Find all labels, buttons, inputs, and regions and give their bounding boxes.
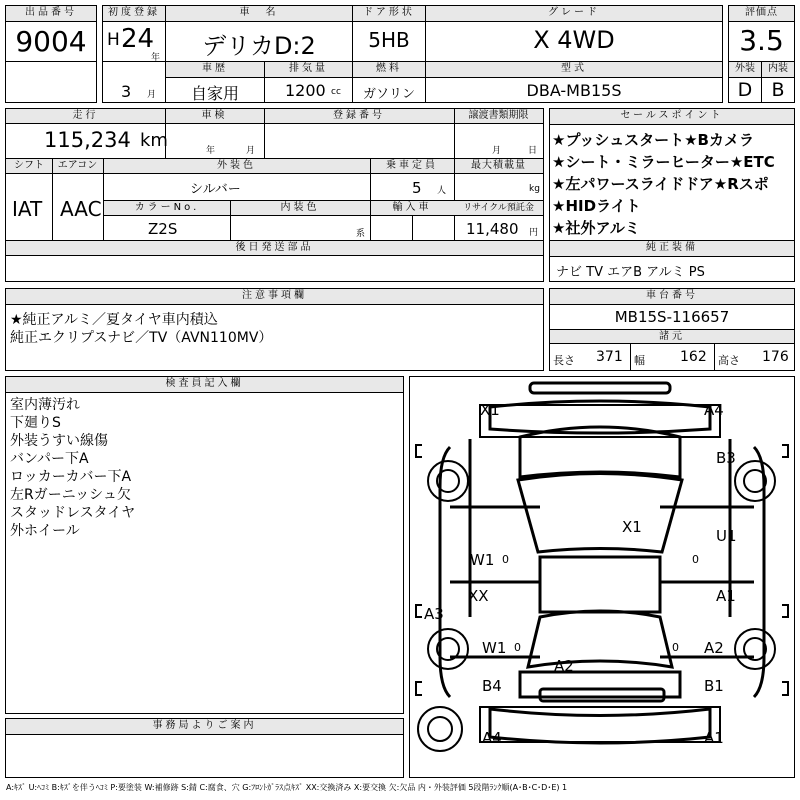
later-parts-header: 後日発送部品	[6, 241, 543, 256]
shift-header: シフト	[6, 159, 52, 174]
intcolor-unit: 系	[356, 229, 366, 239]
equipment-cell	[549, 240, 795, 282]
sales-point-4: ★HIDライト	[552, 197, 641, 215]
mark-xx: XX	[468, 587, 489, 605]
width-label: 幅	[634, 354, 645, 367]
mark-b1: B1	[704, 677, 724, 695]
office-header: 事務局よりご案内	[6, 719, 403, 735]
mark-w1-rear: W1	[482, 639, 507, 657]
mark-a3: A3	[424, 605, 444, 623]
history: 自家用	[190, 84, 239, 103]
interior-grade-cell	[761, 61, 795, 103]
equipment-header: 純正装備	[550, 241, 794, 257]
seats: 5	[412, 179, 422, 197]
fuel: ガソリン	[362, 87, 415, 102]
door-cell	[352, 5, 426, 62]
car-name: デリカD:2	[202, 32, 316, 60]
grade-header: グレード	[426, 6, 722, 22]
zero-left-front: 0	[502, 553, 509, 566]
mileage-unit: km	[140, 130, 168, 151]
fuel-cell	[352, 61, 426, 103]
sales-point-5: ★社外アルミ	[552, 219, 640, 237]
inspector-header: 検査員記入欄	[6, 377, 403, 393]
displacement: 1200	[285, 81, 326, 100]
exterior-grade-header: 外装	[729, 62, 761, 78]
transfer-month-unit: 月	[492, 146, 502, 156]
color-header: 外装色	[103, 159, 370, 174]
era: H	[107, 30, 120, 50]
score-cell	[728, 5, 795, 62]
year-unit: 年	[151, 53, 161, 63]
equipment: ナビ TV エアB アルミ PS	[556, 265, 705, 280]
registration-month: 3	[121, 82, 132, 101]
mark-w1-left: W1	[470, 551, 495, 569]
lot-number-cell	[5, 5, 97, 62]
recycle-unit: 円	[529, 228, 539, 238]
zero-left-rear: 0	[514, 641, 521, 654]
notes-line-1: ★純正アルミ／夏タイヤ車内積込	[10, 312, 218, 328]
inspector-item-5: ロッカーカバー下A	[10, 469, 132, 485]
sales-points-header: セールスポイント	[550, 109, 794, 125]
registration-month-cell	[102, 61, 166, 103]
score: 3.5	[739, 24, 784, 57]
exterior-grade: D	[737, 79, 753, 101]
inspector-item-7: スタッドレスタイヤ	[10, 505, 136, 521]
car-diagram	[409, 376, 795, 778]
mark-a4-front: A4	[704, 401, 724, 419]
width: 162	[680, 349, 707, 365]
displacement-unit: cc	[331, 87, 341, 97]
sales-point-3: ★左パワースライドドア★Rスポ	[552, 175, 769, 193]
height-label: 高さ	[718, 354, 740, 367]
inspector-item-6: 左Rガーニッシュ欠	[10, 487, 131, 503]
inspection-year-unit: 年	[206, 146, 216, 156]
displacement-cell	[264, 61, 353, 103]
inspector-item-8: 外ホイール	[10, 523, 80, 539]
length: 371	[596, 349, 623, 365]
mark-a2-right: A2	[704, 639, 724, 657]
zero-right-rear: 0	[672, 641, 679, 654]
inspection-header: 車検	[165, 109, 264, 124]
exterior-color: シルバー	[190, 182, 241, 197]
load-unit: kg	[529, 184, 540, 194]
lot-blank-cell	[5, 61, 97, 103]
mark-b3: B3	[716, 449, 736, 467]
first-registration-cell	[102, 5, 166, 62]
inspector-item-2: 下廻りS	[10, 415, 61, 431]
displacement-header: 排気量	[265, 62, 352, 78]
grade-cell	[425, 5, 723, 62]
car-name-header: 車 名	[166, 6, 352, 22]
regno-header: 登録番号	[264, 109, 454, 124]
mark-a4-rear: A4	[482, 729, 502, 747]
first-registration-header: 初度登録	[103, 6, 165, 22]
spec-header: 諸元	[550, 329, 794, 344]
inspection-month-unit: 月	[246, 146, 256, 156]
model: DBA-MB15S	[526, 81, 622, 100]
notes-cell	[5, 288, 544, 371]
import-header: 輸入車	[370, 201, 454, 216]
recycle-header: リサイクル預託金	[454, 201, 543, 216]
notes-line-2: 純正エクリプスナビ／TV（AVN110MV）	[10, 330, 273, 346]
history-header: 車歴	[166, 62, 264, 78]
mark-x1-front: X1	[480, 401, 500, 419]
colorno-header: カラーNo.	[104, 201, 230, 216]
zero-right-front: 0	[692, 553, 699, 566]
mark-b4: B4	[482, 677, 502, 695]
mark-a1-right: A1	[716, 587, 736, 605]
length-label: 長さ	[553, 354, 575, 367]
model-header: 型式	[426, 62, 722, 78]
legend: A:ｷｽﾞ U:ﾍｺﾐ B:ｷｽﾞを伴うﾍｺﾐ P:要塗装 W:補修跡 S:錆 C:腐食、穴 G:ﾌﾛﾝﾄｶﾞﾗｽ点ｷｽﾞ XX:交換済み X:要交換 欠:欠品 内・外装評価 5段階ﾗﾝｸ順(A･B･C･D･E) 1	[6, 783, 568, 792]
mark-a1-rear: A1	[704, 729, 724, 747]
exterior-grade-cell	[728, 61, 762, 103]
lot-number-header: 出品番号	[6, 6, 96, 22]
transfer-header: 譲渡書類期限	[454, 109, 543, 124]
sales-point-1: ★プッシュスタート★Bカメラ	[552, 131, 754, 149]
mileage: 115,234	[44, 128, 131, 152]
month-unit: 月	[147, 90, 157, 100]
seat-unit: 人	[437, 186, 447, 196]
mark-a2-rear: A2	[554, 657, 574, 675]
lot-number: 9004	[15, 25, 87, 58]
mark-x1-roof: X1	[622, 518, 642, 536]
interior-grade: B	[771, 79, 785, 101]
ac: AAC	[60, 197, 102, 221]
seats-header: 乗車定員	[370, 159, 454, 174]
mark-u1: U1	[716, 527, 737, 545]
score-header: 評価点	[729, 6, 794, 22]
chassis-header: 車台番号	[550, 289, 794, 305]
grade: X 4WD	[533, 26, 615, 54]
sales-points-cell	[549, 108, 795, 241]
model-cell	[425, 61, 723, 103]
load-header: 最大積載量	[454, 159, 543, 174]
inspector-item-1: 室内薄汚れ	[10, 397, 80, 413]
recycle-fee: 11,480	[466, 220, 519, 238]
chassis-number: MB15S-116657	[614, 308, 730, 326]
interior-grade-header: 内装	[762, 62, 794, 78]
car-name-cell	[165, 5, 353, 62]
transfer-day-unit: 日	[528, 146, 538, 156]
mileage-header: 走行	[6, 109, 165, 124]
inspector-item-4: バンパー下A	[10, 451, 89, 467]
fuel-header: 燃料	[353, 62, 425, 78]
registration-year: 24	[121, 24, 155, 54]
notes-header: 注意事項欄	[6, 289, 543, 305]
office-cell	[5, 718, 404, 778]
inspector-cell	[5, 376, 404, 714]
chassis-cell	[549, 288, 795, 371]
ac-header: エアコン	[52, 159, 103, 174]
height: 176	[762, 349, 789, 365]
intcolor-header: 内装色	[230, 201, 370, 216]
history-cell	[165, 61, 265, 103]
door-type: 5HB	[368, 28, 410, 52]
door-header: ドア形状	[353, 6, 425, 22]
inspector-item-3: 外装うすい線傷	[10, 433, 108, 449]
color-number: Z2S	[148, 220, 178, 238]
shift: IAT	[12, 197, 43, 221]
sales-point-2: ★シート・ミラーヒーター★ETC	[552, 153, 775, 171]
car-outline	[410, 377, 794, 777]
